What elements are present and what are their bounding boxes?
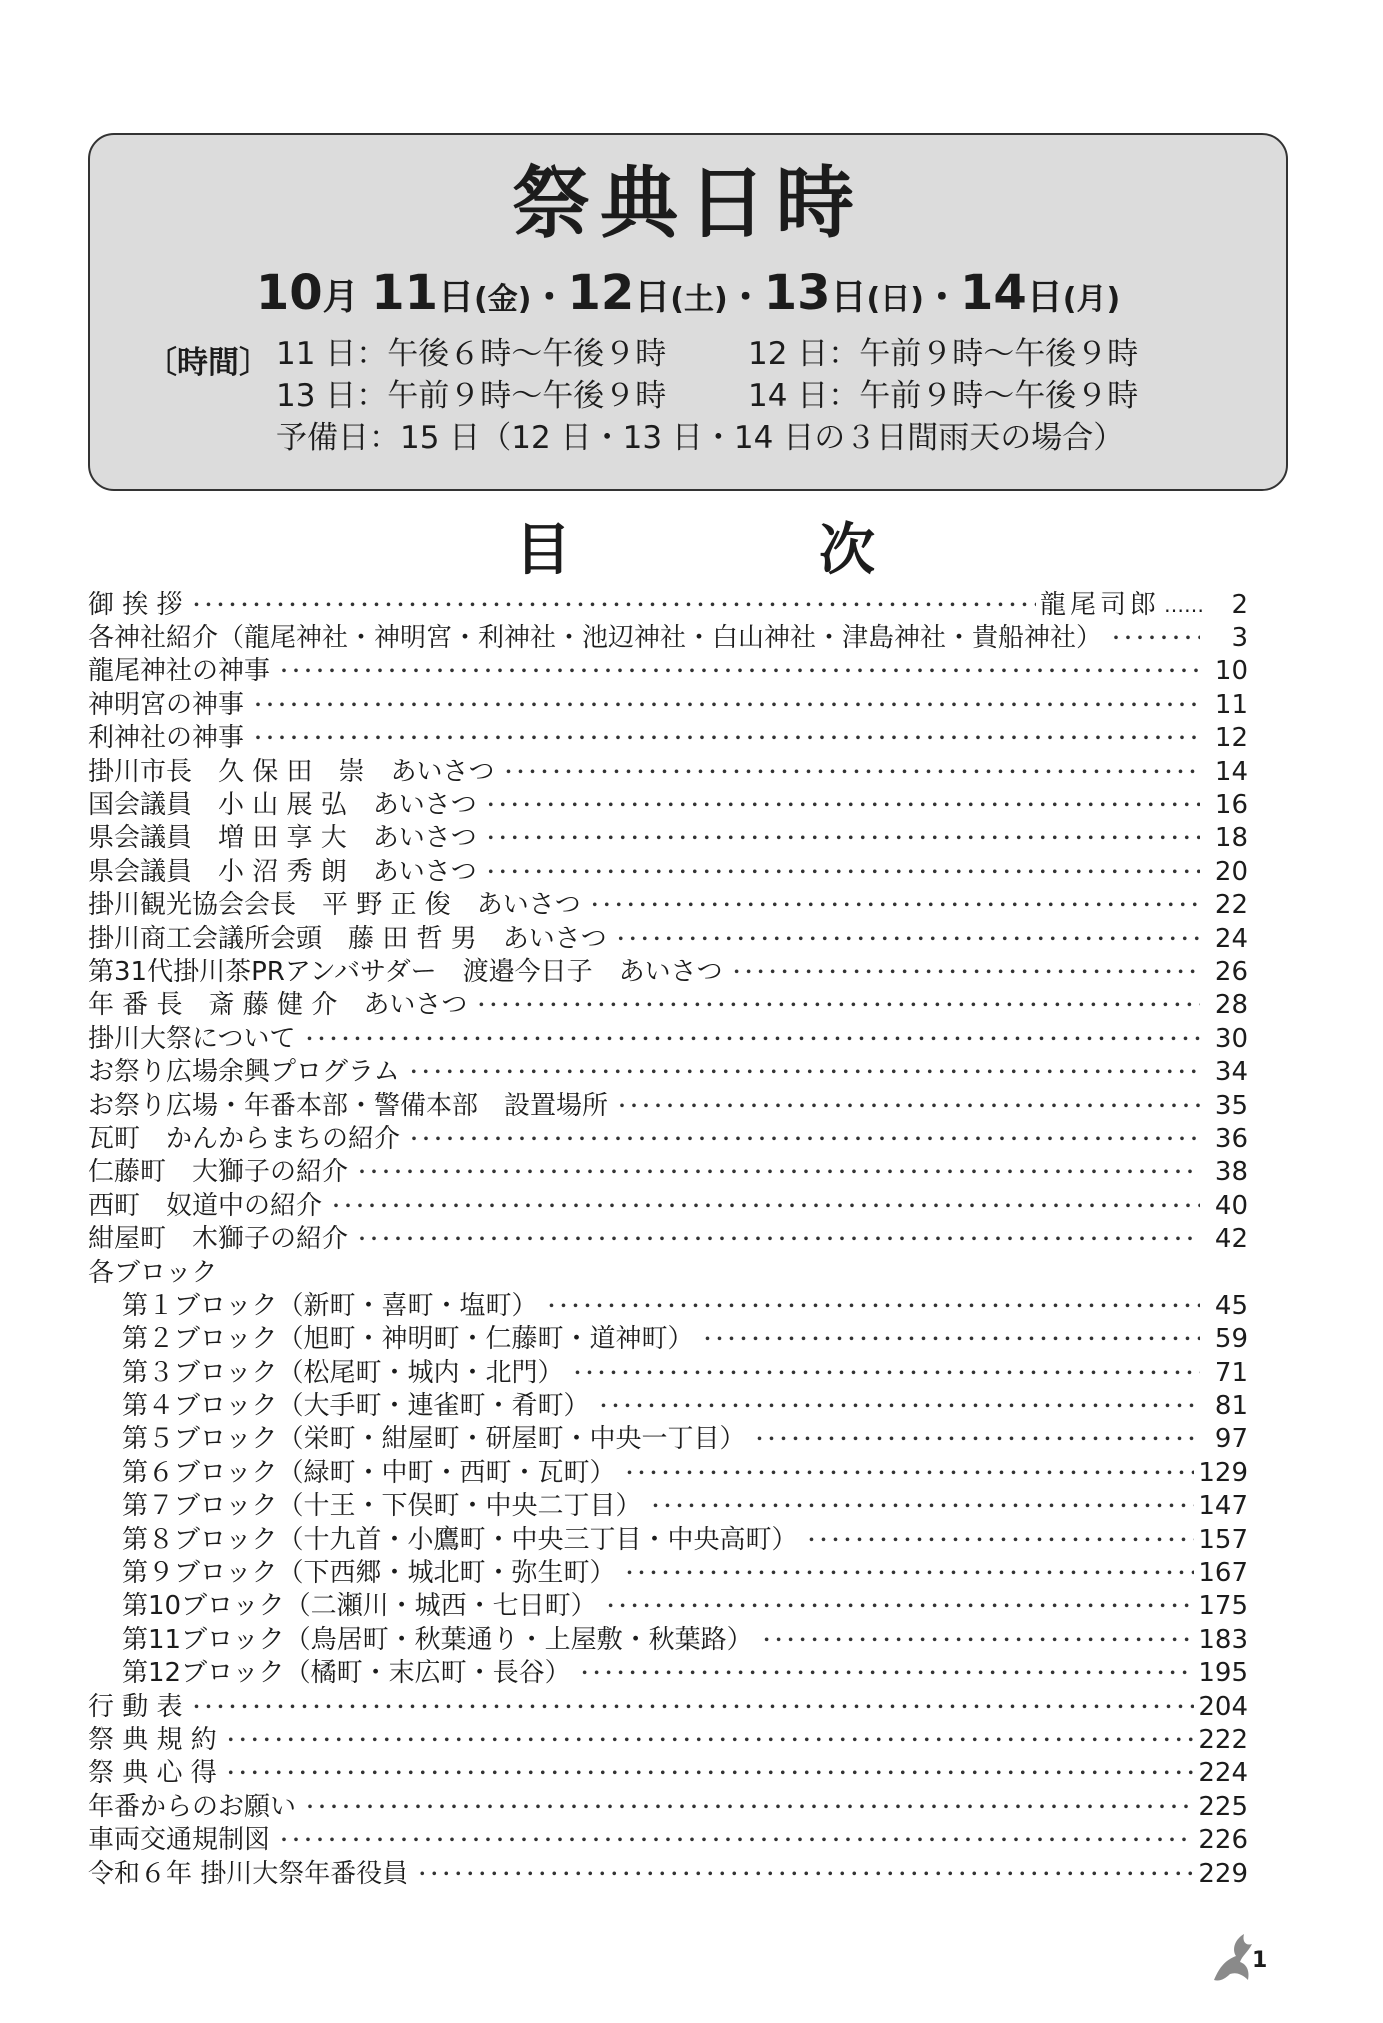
date-weekday: (土) [670, 282, 728, 317]
toc-entry-label: 第11ブロック（鳥居町・秋葉通り・上屋敷・秋葉路） [122, 1624, 753, 1655]
time-line: 12 日：午前９時～午後９時 [748, 336, 1139, 372]
dot-leader [585, 895, 1200, 915]
toc-row [88, 922, 1248, 955]
toc-entry-page: 129 [1198, 1457, 1248, 1488]
toc-entry-label: 県会議員 増 田 享 大 あいさつ [88, 823, 477, 854]
toc-row [88, 1757, 1248, 1790]
toc-entry-label: 行 動 表 [88, 1691, 183, 1722]
toc-row [88, 1723, 1248, 1756]
toc-entry-page: 45 [1214, 1290, 1248, 1321]
dot-leader [352, 1229, 1200, 1249]
toc-row [88, 955, 1248, 988]
date-separator: ・ [531, 277, 568, 318]
toc-entry-page: 14 [1214, 756, 1248, 787]
dot-leader [248, 695, 1200, 715]
toc-entry-label: 御 挨 拶 [88, 589, 183, 620]
dot-leader [221, 1730, 1195, 1750]
toc-entry-label: 第５ブロック（栄町・紺屋町・研屋町・中央一丁目） [122, 1424, 746, 1455]
dot-leader [221, 1763, 1195, 1783]
dot-leader: …… [1164, 592, 1204, 617]
dot-leader [326, 1196, 1200, 1216]
dot-leader [187, 1697, 1195, 1717]
toc-entry-page: 225 [1198, 1791, 1248, 1822]
time-line: 14 日：午前９時～午後９時 [748, 378, 1139, 414]
toc-row [88, 855, 1248, 888]
toc-row [88, 1857, 1248, 1890]
toc-row [88, 1456, 1248, 1489]
date-day: 13 [763, 265, 831, 321]
toc-entry-page: 11 [1214, 689, 1248, 720]
toc-entry-label: 各神社紹介（龍尾神社・神明宮・利神社・池辺神社・白山神社・津島神社・貴船神社） [88, 623, 1103, 654]
dot-leader [412, 1864, 1194, 1884]
toc-row [88, 822, 1248, 855]
toc-entry-page: 224 [1198, 1758, 1248, 1789]
date-day: 11 [371, 265, 438, 321]
toc-row [88, 1690, 1248, 1723]
toc-row [88, 788, 1248, 821]
dot-leader [645, 1496, 1194, 1516]
date-weekday: (金) [474, 282, 532, 317]
dot-leader [567, 1363, 1200, 1383]
toc-row [88, 1389, 1248, 1422]
dot-leader [612, 1096, 1200, 1116]
toc-row [88, 1490, 1248, 1523]
toc-entry-page: 38 [1214, 1157, 1248, 1188]
date-weekday: (月) [1062, 282, 1121, 317]
toc-row [88, 989, 1248, 1022]
dot-leader [757, 1630, 1195, 1650]
toc-row [88, 1590, 1248, 1623]
toc-entry-page: 183 [1198, 1624, 1248, 1655]
dot-leader [481, 795, 1200, 815]
toc-entry-page: 204 [1198, 1691, 1248, 1722]
toc-entry-page: 157 [1198, 1524, 1248, 1555]
toc-row [88, 1055, 1248, 1088]
toc-entry-page: 22 [1214, 890, 1248, 921]
dot-leader [601, 1596, 1195, 1616]
toc-heading-char: 次 [819, 517, 875, 583]
toc-entry-label: 令和６年 掛川大祭年番役員 [88, 1858, 409, 1889]
bird-emblem-icon [1206, 1930, 1256, 1986]
toc-entry-label: 第31代掛川茶PRアンバサダー 渡邉今日子 あいさつ [88, 956, 723, 987]
toc-row [88, 1523, 1248, 1556]
toc-entry-label: 第８ブロック（十九首・小鷹町・中央三丁目・中央高町） [122, 1524, 798, 1555]
toc-entry-page: 147 [1198, 1491, 1248, 1522]
toc-entry-page: 35 [1214, 1090, 1248, 1121]
reserve-day-line: 予備日：15 日（12 日・13 日・14 日の３日間雨天の場合） [276, 420, 1125, 456]
dot-leader [299, 1029, 1200, 1049]
toc-entry-page: 81 [1214, 1391, 1248, 1422]
toc-entry-label: 掛川観光協会会長 平 野 正 俊 あいさつ [88, 890, 581, 921]
toc-row [88, 1122, 1248, 1155]
toc-entry-page: 3 [1231, 623, 1248, 654]
dot-leader [541, 1296, 1200, 1316]
toc-entry-label: 掛川商工会議所会頭 藤 田 哲 男 あいさつ [88, 923, 607, 954]
dot-leader [749, 1429, 1200, 1449]
toc-row [88, 688, 1248, 721]
date-separator: ・ [727, 277, 764, 318]
toc-entry-page: 34 [1214, 1057, 1248, 1088]
toc-entry-page: 12 [1214, 723, 1248, 754]
dot-leader [300, 1797, 1194, 1817]
date-separator: ・ [923, 277, 960, 318]
toc-entry-page: 229 [1198, 1858, 1248, 1889]
toc-entry-label: お祭り広場・年番本部・警備本部 設置場所 [88, 1090, 609, 1121]
toc-entry-label: 国会議員 小 山 展 弘 あいさつ [88, 790, 477, 821]
toc-entry-page: 18 [1214, 823, 1248, 854]
festival-date-box [88, 133, 1288, 491]
dot-leader [471, 995, 1200, 1015]
dot-leader [619, 1463, 1194, 1483]
time-line: 11 日：午後６時～午後９時 [276, 336, 667, 372]
toc-entry-page: 16 [1214, 790, 1248, 821]
toc-row [88, 1356, 1248, 1389]
toc-entry-page: 226 [1198, 1825, 1248, 1856]
toc-entry-label: お祭り広場余興プログラム [88, 1057, 400, 1088]
toc-entry-label: 第４ブロック（大手町・連雀町・肴町） [122, 1391, 590, 1422]
toc-row [88, 1423, 1248, 1456]
date-day-suffix: 日 [1026, 277, 1063, 318]
toc-entry-page: 10 [1214, 656, 1248, 687]
dot-leader [274, 661, 1200, 681]
toc-row [88, 722, 1248, 755]
toc-heading-char: 目 [515, 517, 571, 583]
dot-leader [404, 1129, 1200, 1149]
month-number: 10 [255, 265, 323, 321]
dot-leader [352, 1162, 1200, 1182]
festival-dates [90, 265, 1286, 323]
toc-entry-label: 車両交通規制図 [88, 1825, 271, 1856]
toc-row [88, 1790, 1248, 1823]
time-line: 13 日：午前９時～午後９時 [276, 378, 667, 414]
toc-entry-label: 第２ブロック（旭町・神明町・仁藤町・道神町） [122, 1324, 694, 1355]
month-suffix: 月 [322, 277, 359, 318]
toc-entry-label: 年番からのお願い [88, 1791, 297, 1822]
toc-row [88, 1556, 1248, 1589]
toc-entry-page: 36 [1214, 1123, 1248, 1154]
toc-entry-page: 195 [1198, 1658, 1248, 1689]
dot-leader [1106, 628, 1200, 648]
toc-entry-page: 59 [1214, 1324, 1248, 1355]
toc-row [88, 1657, 1248, 1690]
toc-row [88, 1289, 1248, 1322]
toc-entry-label: 掛川市長 久 保 田 崇 あいさつ [88, 756, 495, 787]
toc-entry-page: 20 [1214, 856, 1248, 887]
toc-entry-page: 222 [1198, 1724, 1248, 1755]
dot-leader [481, 862, 1200, 882]
toc-entry-label: 第10ブロック（二瀬川・城西・七日町） [122, 1591, 597, 1622]
dot-leader [697, 1329, 1200, 1349]
toc-entry-page: 42 [1214, 1224, 1248, 1255]
toc-row [88, 655, 1248, 688]
toc-entry-label: 祭 典 規 約 [88, 1724, 217, 1755]
toc-entry-label: 第６ブロック（緑町・中町・西町・瓦町） [122, 1457, 616, 1488]
page-number: 1 [1252, 1948, 1268, 1973]
toc-entry-label: 西町 奴道中の紹介 [88, 1190, 323, 1221]
toc-row [88, 755, 1248, 788]
time-label: 〔時間〕 [146, 345, 270, 381]
toc-entry-label: 仁藤町 大獅子の紹介 [88, 1157, 349, 1188]
toc-entry-page: 71 [1214, 1357, 1248, 1388]
toc-entry-label: 利神社の神事 [88, 723, 245, 754]
festival-title: 祭典日時 [511, 158, 864, 249]
toc-entry-page: 175 [1198, 1591, 1248, 1622]
date-day: 14 [959, 265, 1027, 321]
toc-entry-page: 2 [1231, 589, 1248, 620]
toc-row [88, 621, 1248, 654]
toc-row [88, 1256, 1248, 1289]
dot-leader [499, 762, 1200, 782]
toc-entry-label: 第７ブロック（十王・下俣町・中央二丁目） [122, 1491, 642, 1522]
toc-row [88, 1623, 1248, 1656]
toc-entry-label: 県会議員 小 沼 秀 朗 あいさつ [88, 856, 477, 887]
dot-leader [575, 1663, 1195, 1683]
toc-row [88, 1089, 1248, 1122]
toc-entry-label: 各ブロック [88, 1257, 218, 1288]
toc-heading [515, 517, 875, 583]
toc-entry-label: 年 番 長 斎 藤 健 介 あいさつ [88, 990, 468, 1021]
dot-leader [619, 1563, 1194, 1583]
dot-leader [481, 828, 1200, 848]
toc-row [88, 889, 1248, 922]
toc-row [88, 1189, 1248, 1222]
toc-entry-label: 龍尾神社の神事 [88, 656, 271, 687]
toc-entry-label: 祭 典 心 得 [88, 1758, 217, 1789]
toc-entry-label: 第９ブロック（下西郷・城北町・弥生町） [122, 1558, 616, 1589]
toc-entry-label: 掛川大祭について [88, 1023, 296, 1054]
toc-row [88, 1823, 1248, 1856]
date-day-suffix: 日 [634, 277, 671, 318]
dot-leader [611, 929, 1200, 949]
toc-entry-page: 28 [1214, 990, 1248, 1021]
toc-entry-page: 167 [1198, 1558, 1248, 1589]
toc-entry-page: 30 [1214, 1023, 1248, 1054]
toc-entry-label: 第12ブロック（橘町・末広町・長谷） [122, 1658, 571, 1689]
toc-row [88, 588, 1248, 621]
toc-entry-page: 26 [1214, 956, 1248, 987]
toc-entry-page: 40 [1214, 1190, 1248, 1221]
toc-list [88, 588, 1248, 1890]
toc-entry-label: 紺屋町 木獅子の紹介 [88, 1224, 349, 1255]
toc-entry-page: 24 [1214, 923, 1248, 954]
toc-entry-label: 神明宮の神事 [88, 689, 245, 720]
toc-entry-page: 97 [1214, 1424, 1248, 1455]
toc-entry-author: 龍尾司郎 [1039, 589, 1160, 620]
toc-row [88, 1022, 1248, 1055]
toc-row [88, 1323, 1248, 1356]
date-day-suffix: 日 [437, 277, 474, 318]
toc-row [88, 1156, 1248, 1189]
date-day: 12 [567, 265, 635, 321]
toc-entry-label: 第１ブロック（新町・喜町・塩町） [122, 1290, 538, 1321]
dot-leader [801, 1530, 1194, 1550]
dot-leader [404, 1062, 1200, 1082]
dot-leader [593, 1396, 1200, 1416]
dot-leader [274, 1830, 1194, 1850]
dot-leader [187, 595, 1036, 615]
dot-leader [248, 728, 1200, 748]
date-day-suffix: 日 [830, 277, 867, 318]
date-weekday: (日) [866, 282, 924, 317]
toc-row [88, 1222, 1248, 1255]
dot-leader [727, 962, 1200, 982]
toc-entry-label: 瓦町 かんからまちの紹介 [88, 1123, 401, 1154]
toc-entry-label: 第３ブロック（松尾町・城内・北門） [122, 1357, 564, 1388]
